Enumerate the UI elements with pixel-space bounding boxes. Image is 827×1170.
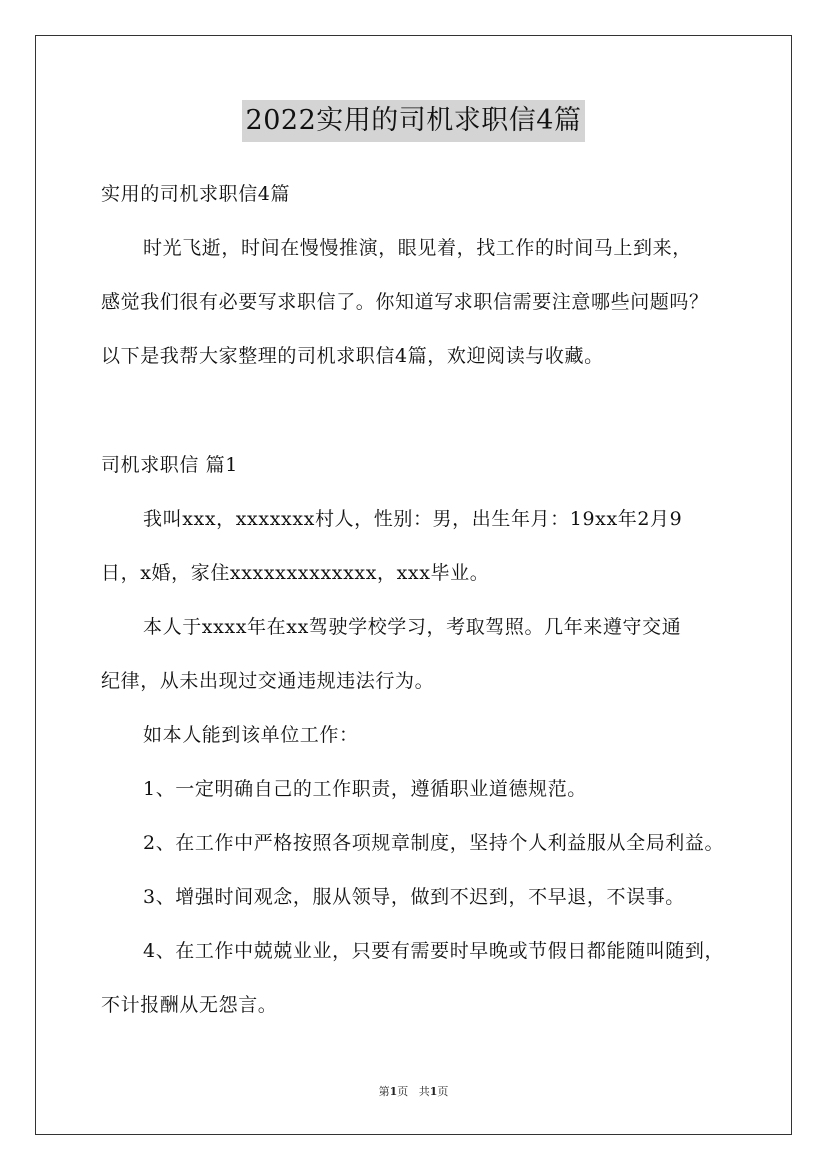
footer-page-prefix: 第: [378, 1085, 390, 1098]
footer-page-number: 1: [389, 1085, 398, 1098]
body-line-10: 不计报酬从无怨言。: [101, 994, 278, 1016]
page-footer: [0, 1084, 827, 1100]
intro-line-1: 时光飞逝，时间在慢慢推演，眼见着，找工作的时间马上到来，: [143, 237, 692, 259]
footer-total-prefix: 共: [418, 1085, 430, 1098]
body-line-2: 日，x婚，家住xxxxxxxxxxxxx，xxx毕业。: [101, 562, 490, 584]
document-title: 2022实用的司机求职信4篇: [242, 100, 586, 142]
intro-line-3: 以下是我帮大家整理的司机求职信4篇，欢迎阅读与收藏。: [101, 345, 604, 367]
body-line-3: 本人于xxxx年在xx驾驶学校学习，考取驾照。几年来遵守交通: [143, 616, 682, 638]
section-heading: 司机求职信 篇1: [101, 454, 238, 476]
body-line-5: 如本人能到该单位工作：: [143, 724, 359, 746]
body-line-1: 我叫xxx，xxxxxxx村人，性别：男，出生年月：19xx年2月9: [143, 508, 683, 530]
footer-total-number: 1: [429, 1085, 438, 1098]
footer-total-suffix: 页: [437, 1085, 449, 1098]
body-line-4: 纪律，从未出现过交通违规违法行为。: [101, 670, 435, 692]
body-line-8: 3、增强时间观念，服从领导，做到不迟到，不早退，不误事。: [143, 886, 685, 908]
document-subtitle: 实用的司机求职信4篇: [101, 183, 291, 205]
body-line-7: 2、在工作中严格按照各项规章制度，坚持个人利益服从全局利益。: [143, 832, 725, 854]
title-container: [0, 100, 827, 142]
body-line-9: 4、在工作中兢兢业业，只要有需要时早晚或节假日都能随叫随到，: [143, 940, 725, 962]
intro-line-2: 感觉我们很有必要写求职信了。你知道写求职信需要注意哪些问题吗？: [101, 291, 709, 313]
footer-page-suffix: 页: [397, 1085, 409, 1098]
body-line-6: 1、一定明确自己的工作职责，遵循职业道德规范。: [143, 778, 587, 800]
